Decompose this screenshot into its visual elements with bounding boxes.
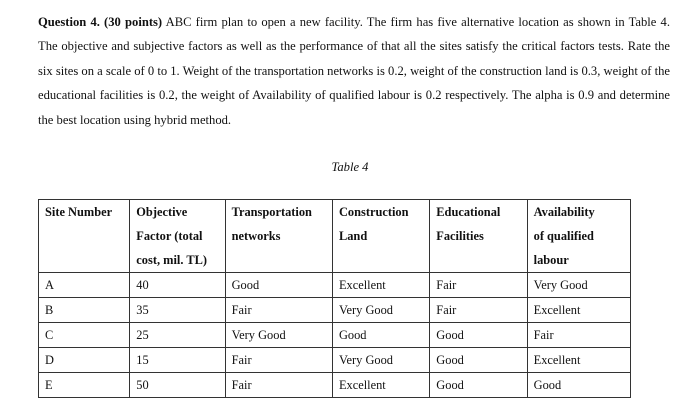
header-availability: Availability of qualified labour: [527, 200, 630, 273]
cell-cost: 25: [130, 323, 225, 348]
cell-site: C: [39, 323, 130, 348]
cell-educational: Fair: [430, 298, 527, 323]
cell-site: B: [39, 298, 130, 323]
cell-availability: Fair: [527, 323, 630, 348]
cell-educational: Fair: [430, 273, 527, 298]
table-header-row: [39, 200, 631, 273]
cell-construction: Good: [332, 323, 429, 348]
table-caption: Table 4: [331, 160, 369, 174]
header-educational: Educational Facilities: [430, 200, 527, 273]
cell-construction: Excellent: [332, 373, 429, 398]
cell-transportation: Fair: [225, 298, 332, 323]
cell-site: D: [39, 348, 130, 373]
question-heading: Question 4. (30 points): [38, 15, 163, 29]
table-row: [39, 273, 631, 298]
cell-availability: Very Good: [527, 273, 630, 298]
cell-construction: Excellent: [332, 273, 429, 298]
header-site-number: Site Number: [39, 200, 130, 273]
cell-transportation: Good: [225, 273, 332, 298]
cell-cost: 35: [130, 298, 225, 323]
cell-availability: Good: [527, 373, 630, 398]
question-body: ABC firm plan to open a new facility. The firm has five alternative location as shown in Table 4. The objective and subjective factors as well as the performance of that all the sites satisfy the critical factors tests. Rate the six sites on a scale of 0 to 1. Weight of the transportation networks is 0.2, weight of the construction land is 0.3, weight of the educational facilities is 0.2, the weight of Availability of qualified labour is 0.2 respectively. The alpha is 0.9 and determine the best location using hybrid method.: [38, 15, 670, 127]
site-factors-table: [38, 199, 631, 398]
header-objective-factor: Objective Factor (total cost, mil. TL): [130, 200, 225, 273]
table-row: [39, 323, 631, 348]
cell-transportation: Fair: [225, 373, 332, 398]
cell-site: E: [39, 373, 130, 398]
table-row: [39, 348, 631, 373]
cell-educational: Good: [430, 348, 527, 373]
cell-construction: Very Good: [332, 298, 429, 323]
cell-site: A: [39, 273, 130, 298]
question-paragraph: [38, 10, 670, 132]
table-row: [39, 298, 631, 323]
header-transportation: Transportation networks: [225, 200, 332, 273]
table-row: [39, 373, 631, 398]
cell-transportation: Fair: [225, 348, 332, 373]
cell-transportation: Very Good: [225, 323, 332, 348]
header-construction: Construction Land: [332, 200, 429, 273]
cell-cost: 50: [130, 373, 225, 398]
cell-educational: Good: [430, 373, 527, 398]
cell-construction: Very Good: [332, 348, 429, 373]
cell-cost: 15: [130, 348, 225, 373]
cell-cost: 40: [130, 273, 225, 298]
cell-educational: Good: [430, 323, 527, 348]
cell-availability: Excellent: [527, 298, 630, 323]
cell-availability: Excellent: [527, 348, 630, 373]
